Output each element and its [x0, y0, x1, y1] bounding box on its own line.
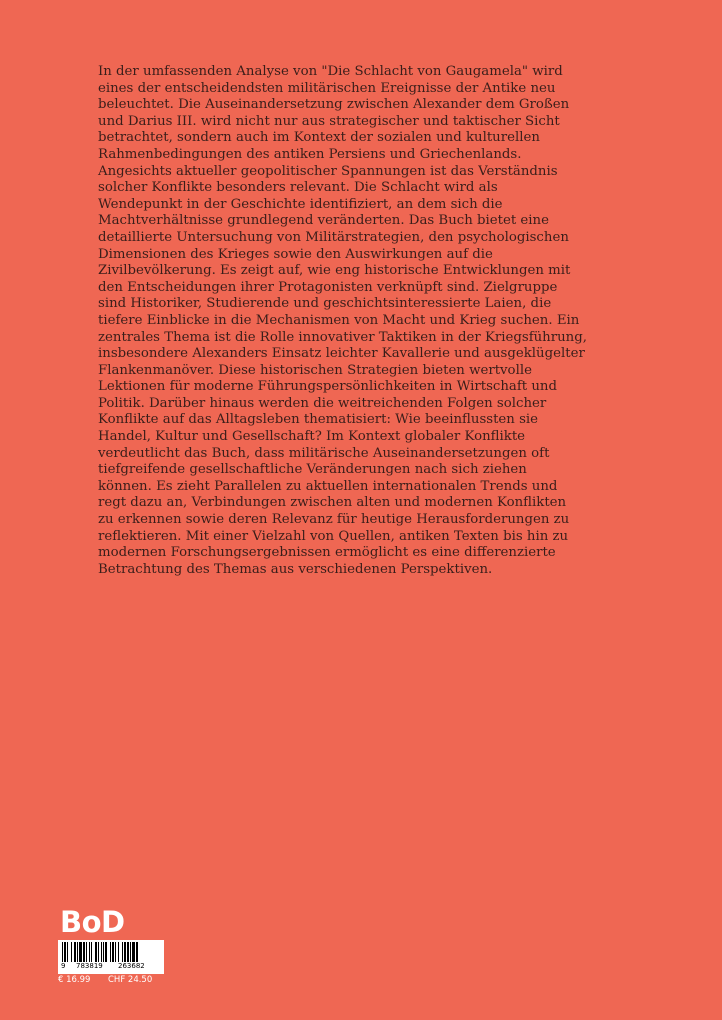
blurb-line: Angesichts aktueller geopolitischer Spannungen ist das Verständnis: [98, 163, 558, 179]
blurb-line: detaillierte Untersuchung von Militärstrategien, den psychologischen: [98, 229, 569, 245]
barcode-bar: [77, 942, 78, 962]
publisher-logo: BoD: [60, 905, 125, 939]
blurb-line: Machtverhältnisse grundlegend veränderten. Das Buch bietet eine: [98, 213, 549, 229]
barcode-bar: [110, 942, 111, 962]
blurb-line: zu erkennen sowie deren Relevanz für heutige Herausforderungen zu: [98, 512, 570, 528]
blurb-line: tiefgreifende gesellschaftliche Veränderungen nach sich ziehen: [98, 462, 527, 478]
barcode-bar: [91, 942, 92, 962]
blurb-line: Wendepunkt in der Geschichte identifiziert, an dem sich die: [98, 196, 503, 212]
barcode-bar: [71, 942, 72, 962]
barcode-bar: [89, 942, 90, 962]
barcode-bar: [64, 942, 66, 962]
blurb-line: sind Historiker, Studierende und geschichtsinteressierte Laien, die: [98, 296, 552, 312]
barcode-bar: [118, 942, 119, 962]
blurb-line: Zivilbevölkerung. Es zeigt auf, wie eng historische Entwicklungen mit: [98, 263, 571, 279]
blurb-line: eines der entscheidendsten militärischen Ereignisse der Antike neu: [98, 80, 556, 96]
blurb-line: und Darius III. wird nicht nur aus strategischer und taktischer Sicht: [98, 113, 560, 129]
barcode-bar: [122, 942, 123, 962]
blurb-line: verdeutlicht das Buch, dass militärische Auseinandersetzungen oft: [98, 445, 550, 461]
barcode-bar: [83, 942, 85, 962]
barcode-bar: [132, 942, 135, 962]
barcode-digit-first: 9: [61, 962, 66, 970]
blurb-line: Handel, Kultur und Gesellschaft? Im Kontext globaler Konflikte: [98, 429, 526, 445]
blurb-line: Konflikte auf das Alltagsleben thematisiert: Wie beeinflussten sie: [98, 412, 539, 428]
barcode-bars: [62, 942, 160, 962]
blurb-text: [98, 64, 630, 578]
blurb-line: können. Es zieht Parallelen zu aktuellen internationalen Trends und: [98, 478, 558, 494]
blurb-line: tiefere Einblicke in die Mechanismen von Macht und Krieg suchen. Ein: [98, 312, 580, 328]
barcode-bar: [136, 942, 138, 962]
price-chf: CHF 24.50: [108, 975, 153, 985]
barcode-bar: [79, 942, 82, 962]
blurb-line: zentrales Thema ist die Rolle innovativer Taktiken in der Kriegsführung,: [98, 329, 587, 345]
blurb-line: Dimensionen des Krieges sowie den Auswirkungen auf die: [98, 246, 493, 262]
blurb-line: reflektieren. Mit einer Vielzahl von Quellen, antiken Texten bis hin zu: [98, 528, 569, 544]
barcode-bar: [101, 942, 102, 962]
blurb-line: regt dazu an, Verbindungen zwischen alten und modernen Konflikten: [98, 495, 567, 511]
barcode-bar: [74, 942, 76, 962]
blurb-line: Rahmenbedingungen des antiken Persiens und Griechenlands.: [98, 146, 522, 162]
blurb-line: insbesondere Alexanders Einsatz leichter Kavallerie und ausgeklügelter: [98, 346, 585, 362]
barcode-bar: [103, 942, 104, 962]
price-eur: € 16.99: [58, 975, 91, 985]
barcode-bar: [62, 942, 63, 962]
barcode-bar: [112, 942, 114, 962]
blurb-line: Lektionen für moderne Führungspersönlichkeiten in Wirtschaft und: [98, 379, 557, 395]
blurb-line: betrachtet, sondern auch im Kontext der sozialen und kulturellen: [98, 130, 540, 146]
barcode-digits: [58, 962, 164, 973]
isbn-barcode: [58, 940, 164, 974]
blurb-line: modernen Forschungsergebnissen ermöglicht es eine differenzierte: [98, 545, 556, 561]
barcode-bar: [130, 942, 131, 962]
barcode-bar: [115, 942, 116, 962]
barcode-bar: [67, 942, 68, 962]
barcode-bar: [105, 942, 107, 962]
barcode-digit-group-2: 263682: [118, 962, 145, 970]
barcode-bar: [86, 942, 87, 962]
blurb-line: In der umfassenden Analyse von "Die Schlacht von Gaugamela" wird: [98, 64, 563, 79]
barcode-bar: [95, 942, 97, 962]
blurb-line: Flankenmanöver. Diese historischen Strategien bieten wertvolle: [98, 362, 532, 378]
blurb-line: beleuchtet. Die Auseinandersetzung zwischen Alexander dem Großen: [98, 97, 570, 113]
barcode-bar: [127, 942, 129, 962]
barcode-bar: [124, 942, 126, 962]
barcode-digit-group-1: 783819: [76, 962, 103, 970]
barcode-bar: [98, 942, 99, 962]
blurb-line: Betrachtung des Themas aus verschiedenen Perspektiven.: [98, 561, 493, 577]
blurb-line: Politik. Darüber hinaus werden die weitreichenden Folgen solcher: [98, 395, 547, 411]
blurb-line: den Entscheidungen ihrer Protagonisten verknüpft sind. Zielgruppe: [98, 279, 558, 295]
blurb-line: solcher Konflikte besonders relevant. Die Schlacht wird als: [98, 180, 498, 196]
